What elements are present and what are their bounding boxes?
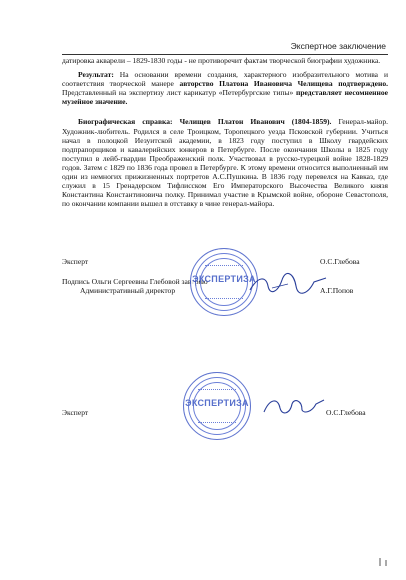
result-bold-a: авторство Платона Ивановича Челищева подтверждено. <box>179 79 388 89</box>
result-bold-b: представляет несомненное музейное значение. <box>62 88 389 107</box>
paragraph-biography <box>62 117 388 208</box>
signature-confirmation: Подпись Ольги Сергеевны Глебовой заверяю <box>62 277 208 286</box>
corner-mark-icon <box>376 556 392 568</box>
result-text-a: На основании времени создания, характерного изобразительного мотива и соответствия творческой манере <box>62 70 388 89</box>
expert-name-top: О.С.Глебова <box>320 257 360 266</box>
expert-signature <box>262 396 326 418</box>
director-signature <box>248 272 328 296</box>
result-text-b: Представленный на экспертизу лист карикатур «Петербургские типы» <box>62 88 296 98</box>
header-rule <box>62 54 388 55</box>
result-label: Результат: <box>78 70 114 80</box>
stamp-word-bottom: ЭКСПЕРТИЗА <box>185 398 249 408</box>
biography-label: Биографическая справка: Челищев Платон Иванович (1804-1859). <box>78 117 332 127</box>
stamp-word-top: ЭКСПЕРТИЗА <box>192 274 256 284</box>
expert-label-bottom: Эксперт <box>62 408 89 417</box>
document-header: Экспертное заключение <box>290 41 386 51</box>
director-name: А.Г.Попов <box>320 286 354 295</box>
expert-name-bottom: О.С.Глебова <box>326 408 366 417</box>
expert-label-top: Эксперт <box>62 257 89 266</box>
document-body <box>62 56 388 208</box>
official-stamp-bottom <box>183 372 251 440</box>
director-label: Административный директор <box>80 286 176 295</box>
paragraph-result <box>62 70 388 106</box>
biography-text: Генерал-майор. Художник-любитель. Родился в селе Троицком, Торопецкого уезда Псковской губернии. Учиться начал в полоцкой Иезуитской академии, в 1823 году поступил в Школу гвардейских подпрапорщиков и кавалерийских юнкеров в Петербурге. После окончания Школы в 1825 году поступил в лейб-гвардии Преображенский полк. Участвовал в русско-турецкой войне 1828-1829 годов. Затем с 1829 по 1836 года провел в Петербурге. К этому времени относится выполненный им один из немногих прижизненных портретов А.С.Пушкина. В 1836 году перевелся на Кавказ, где служил в 15 Гренадерском Тифлисском Его Императорского Высочества Великого князя Константина Константиновича полку. Принимал участие в Крымской войне, обороне Севастополя, по окончании компании вышел в отставку в чине генерал-майора. <box>62 117 388 209</box>
paragraph-dating: датировка акварели – 1829-1830 годы - не противоречит фактам творческой биографии художника. <box>62 56 381 65</box>
